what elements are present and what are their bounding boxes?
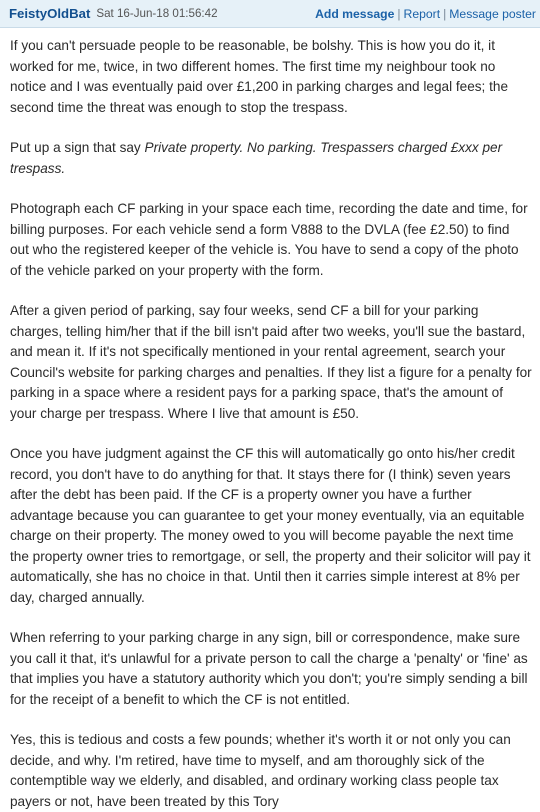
sign-wording: Private property. No parking. Trespassers charged £xxx per trespass. — [10, 140, 503, 176]
report-link[interactable]: Report — [403, 6, 441, 21]
post-paragraph: Once you have judgment against the CF this will automatically go onto his/her credit record, you don't have to do anything for that. It stays there for (I think) seven years after the debt has been paid. If the CF is a property owner you have a further advantage because you can guarantee to get your money eventually, via an equitable charge on their property. The money owed to you will become payable the next time the property owner tries to remortgage, or sell, the property and their solicitor will pay it automatically, she has no choice in that. Until then it carries simple interest at 8% per day, charged annually. — [10, 446, 531, 605]
post-header — [0, 0, 540, 28]
post-paragraph: Yes, this is tedious and costs a few pounds; whether it's worth it or not only you can decide, and why. I'm retired, have time to myself, and am thoroughly sick of the contemptible way we elderly, and disabled, and ordinary working class people tax payers or not, have been treated by this Tory — [10, 732, 511, 809]
poster-name-link[interactable]: FeistyOldBat — [9, 6, 91, 21]
separator: | — [397, 6, 401, 21]
post-paragraph: After a given period of parking, say four weeks, send CF a bill for your parking charges, telling him/her that if the bill isn't paid after two weeks, you'll sue the bastard, and mean it. If it's not specifically mentioned in your rental agreement, search your Council's website for parking charges and penalties. If they list a figure for a penalty for parking in a space where a resident pays for a parking space, that's the amount of your charge per trespass. Where I live that amount is £50. — [10, 303, 532, 421]
post-actions — [315, 7, 536, 21]
post-paragraph: Photograph each CF parking in your space each time, recording the date and time, for billing purposes. For each vehicle send a form V888 to the DVLA (fee £2.50) to find out who the registered keeper of the vehicle is. You have to send a copy of the photo of the vehicle parked on your property with the form. — [10, 201, 528, 278]
post-paragraph: If you can't persuade people to be reasonable, be bolshy. This is how you do it, it worked for me, twice, in two different homes. The first time my neighbour took no notice and I was eventually paid over £1,200 in parking charges and legal fees; the second time the threat was enough to stop the trespass. — [10, 38, 509, 115]
add-message-link[interactable]: Add message — [315, 6, 395, 21]
post-date: Sat 16-Jun-18 01:56:42 — [96, 7, 218, 20]
message-poster-link[interactable]: Message poster — [449, 6, 536, 21]
post-body — [0, 28, 540, 812]
post-paragraph — [10, 138, 532, 179]
sign-instruction-text: Put up a sign that say — [10, 140, 145, 155]
post-paragraph: When referring to your parking charge in any sign, bill or correspondence, make sure you call it that, it's unlawful for a private person to call the charge a 'penalty' or 'fine' as that implies you have a statutory authority which you don't; you're simply sending a bill for the receipt of a benefit to which the CF is not entitled. — [10, 630, 528, 707]
separator: | — [443, 6, 447, 21]
